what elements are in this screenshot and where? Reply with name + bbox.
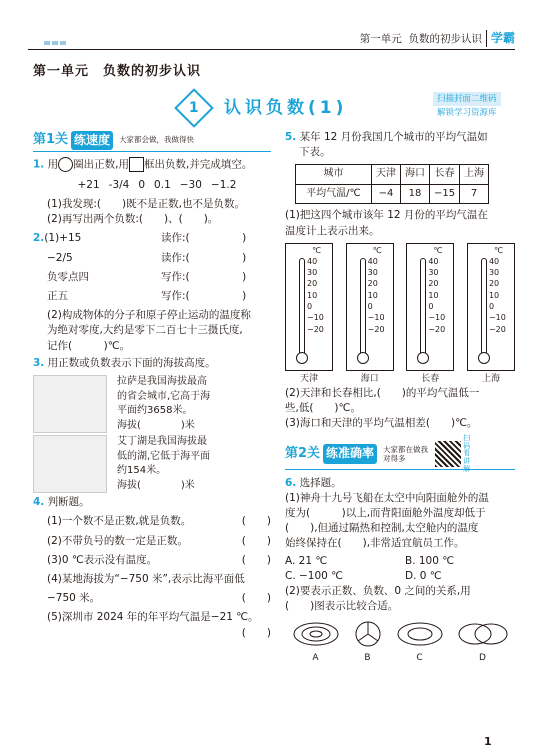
thermometer-tianjin: ℃ 40 30 20 10 0 −10 −20 天津 <box>285 243 333 386</box>
left-column <box>33 130 271 643</box>
question-5: 5. 某年 12 月份我国几个城市的平均气温如 下表。 城市 天津 海口 长春 上海 平均气温/℃ −4 18 −15 7 (1)把这四个城市该年 12 月份的平均气温在 温度计上表示出来。 ℃ 40 30 20 10 0 −10 −20 天津 ℃ 40 30 20 10 0 −10 −20 海口 ℃ 40 30 20 10 0 −10 −20 长春 ℃ 40 30 20 10 0 −10 −20 上海 (2)天津和长春相比,( )的平均气温低一 些,低( )℃。 (3)海口和天津的平均气温相差( )℃。 <box>285 130 515 432</box>
lesson-title-text: 认识负数(1) <box>224 97 348 118</box>
venn-option-a: A <box>292 621 340 665</box>
section-1-header: 第1关 练速度 大家都会做，我做得快 <box>33 130 271 152</box>
venn-option-d: D <box>457 621 509 665</box>
lhasa-palace-image <box>33 375 107 433</box>
question-3: 3. 用正数或负数表示下面的海拔高度。 拉萨是我国海拔最高 的省会城市,它高于海 平面约3658米。 海拔( )米 艾丁湖是我国海拔最 低的湖,它低于海平面 约154米。 海拔( )米 <box>33 356 271 493</box>
header-topic: 负数的初步认识 <box>408 32 482 45</box>
question-1: 1. 用 圈出正数,用 框出负数,并完成填空。 +21 -3/4 0 0.1 −30 −1.2 (1)我发现:( )既不是正数,也不是负数。 (2)再写出两个负数:( )、( )。 <box>33 158 253 226</box>
square-shape-icon <box>129 157 144 172</box>
page-number: 1 <box>484 735 492 748</box>
thermometer-row <box>285 243 515 386</box>
circle-shape-icon <box>58 157 73 172</box>
thermometer-shanghai: ℃ 40 30 20 10 0 −10 −20 上海 <box>467 243 515 386</box>
venn-option-b: B <box>353 621 383 665</box>
thermometer-haikou: ℃ 40 30 20 10 0 −10 −20 海口 <box>346 243 394 386</box>
temperature-table: 城市 天津 海口 长春 上海 平均气温/℃ −4 18 −15 7 <box>295 164 489 204</box>
aydingkol-lake-image <box>33 435 107 493</box>
right-column <box>285 130 515 667</box>
scan-note: 扫描封面二维码 解锁学习资源库 <box>433 92 501 121</box>
qr-code-icon[interactable] <box>435 441 461 467</box>
section-2-header: 第2关 练准确率 大家都在做我对得多 扫码看讲解 <box>285 440 515 470</box>
brand-logo: 学霸 <box>486 30 515 47</box>
question-2: 2.(1)+15 读作:( ) −2/5 读作:( ) 负零点四 写作:( ) 正五 写作:( ) (2)构成物体的分子和原子停止运动的温度称 为绝对零度,大约是零下二百七十三摄氏度, 记作( )℃。 <box>33 232 251 352</box>
lesson-number-badge: 1 <box>174 88 214 128</box>
venn-option-c: C <box>396 621 444 665</box>
venn-options <box>285 621 515 665</box>
thermometer-changchun: ℃ 40 30 20 10 0 −10 −20 长春 <box>406 243 454 386</box>
question-6: 6. 选择题。 (1)神舟十九号飞船在太空中向阳面舱外的温 度为( )以上,而背阳面舱外温度却低于 ( ),但通过隔热和控制,太空舱内的温度 始终保持在( ),非常适宜航员工作。 A. 21 ℃ B. 100 ℃ C. −100 ℃ D. 0 ℃ (2)要表示正数、负数、0 之间的关系,用 ( )图表示比较合适。 A B C D <box>285 476 515 665</box>
header-decoration <box>44 41 66 45</box>
question-4: 4. 判断题。 (1)一个数不是正数,就是负数。 ( ) (2)不带负号的数一定是正数。 ( ) (3)0 ℃表示没有温度。 ( ) (4)某地海拔为“−750 米”,表示比海平面低 −750 米。 ( ) (5)深圳市 2024 年的年平均气温是−21 ℃。 ( ) <box>33 496 271 639</box>
lesson-title <box>180 94 347 122</box>
header-unit: 第一单元 <box>359 32 402 45</box>
number-list: +21 -3/4 0 0.1 −30 −1.2 <box>77 178 237 191</box>
running-header <box>28 30 515 50</box>
unit-title: 第一单元 负数的初步认识 <box>33 64 202 79</box>
